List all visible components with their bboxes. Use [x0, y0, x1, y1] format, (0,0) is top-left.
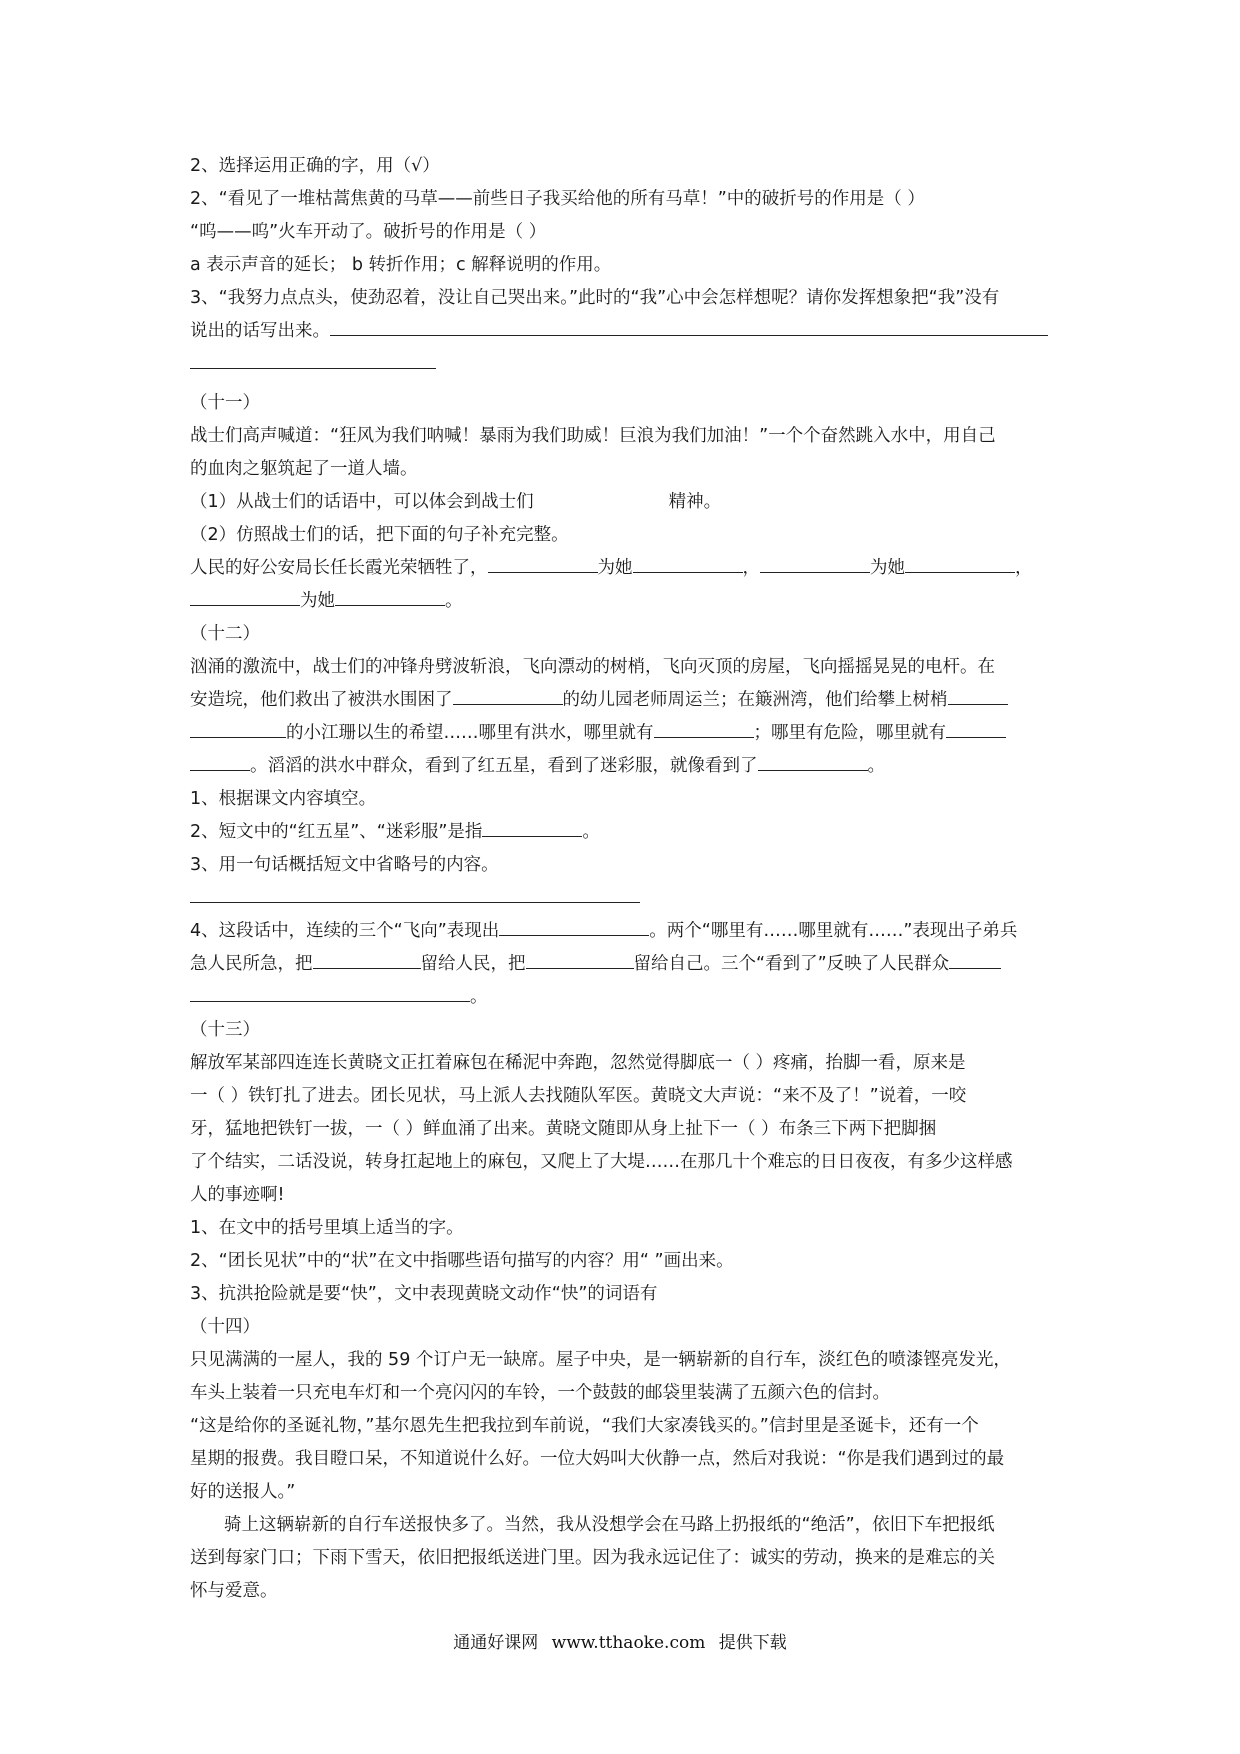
sentence-text: ，: [742, 558, 760, 578]
fill-line: [190, 552, 1060, 585]
question-line: [190, 315, 1060, 348]
answer-line: [190, 981, 1060, 1014]
question-line: “呜——呜”火车开动了。破折号的作用是（ ）: [190, 222, 547, 242]
question-text: 留给自己。三个“看到了”反映了人民群众: [633, 954, 950, 974]
question-line: 2、“看见了一堆枯蒿焦黄的马草——前些日子我买给他的所有马草！”中的破折号的作用是（ ）: [190, 189, 925, 209]
question-text: 留给人民，把: [420, 954, 526, 974]
passage-line: 牙，猛地把铁钉一拔，一（ ）鲜血涌了出来。黄晓文随即从身上扯下一（ ）布条三下两下把脚捆: [190, 1119, 937, 1139]
answer-blank[interactable]: [190, 587, 300, 606]
sentence-text: 为她: [597, 558, 633, 578]
footer-tagline: 提供下载: [718, 1633, 787, 1653]
answer-blank[interactable]: [190, 350, 436, 369]
passage-line: “这是给你的圣诞礼物，”基尔恩先生把我拉到车前说，“我们大家凑钱买的。”信封里是圣诞卡，还有一个: [190, 1416, 979, 1436]
passage-line: [190, 750, 1060, 783]
passage-line: [190, 717, 1060, 750]
answer-blank[interactable]: [499, 917, 649, 936]
passage-line: 怀与爱意。: [190, 1581, 278, 1601]
answer-blank[interactable]: [654, 719, 754, 738]
answer-blank[interactable]: [946, 719, 1006, 738]
question-line: 2、选择运用正确的字，用（√）: [190, 156, 440, 176]
sentence-text: 。: [445, 591, 463, 611]
passage-text: 安造垸，他们救出了被洪水围困了: [190, 690, 453, 710]
passage-text: ；哪里有危险，哪里就有: [753, 723, 946, 743]
answer-blank[interactable]: [330, 317, 1048, 336]
section-title: （十一）: [190, 393, 260, 413]
question-text: 4、这段话中，连续的三个“飞向”表现出: [190, 921, 500, 941]
passage-text: 。: [867, 756, 885, 776]
section-title: （十二）: [190, 624, 260, 644]
question-line: 3、抗洪抢险就是要“快”，文中表现黄晓文动作“快”的词语有: [190, 1284, 658, 1304]
question-text: 精神。: [668, 492, 722, 512]
question-text: 急人民所急，把: [190, 954, 313, 974]
answer-blank[interactable]: [190, 719, 286, 738]
passage-line: 只见满满的一屋人，我的 59 个订户无一缺席。屋子中央，是一辆崭新的自行车，淡红色的喷漆铿亮发光，: [190, 1350, 1011, 1370]
question-text: 说出的话写出来。: [190, 321, 330, 341]
footer-url[interactable]: www.tthaoke.com: [551, 1633, 706, 1653]
passage-line: 好的送报人。”: [190, 1482, 296, 1502]
answer-line: [190, 882, 1060, 915]
question-text: 。: [582, 822, 600, 842]
passage-line: 战士们高声喊道：“狂风为我们呐喊！暴雨为我们助威！巨浪为我们加油！”一个个奋然跳入水中，用自己: [190, 426, 996, 446]
answer-blank[interactable]: [190, 983, 470, 1002]
answer-blank[interactable]: [190, 884, 640, 903]
page-footer: [0, 1628, 1240, 1653]
passage-line: 人的事迹啊!: [190, 1185, 285, 1205]
answer-blank[interactable]: [633, 554, 743, 573]
passage-text: 的小江珊以生的希望……哪里有洪水，哪里就有: [286, 723, 654, 743]
passage-line: [190, 684, 1060, 717]
question-line: 1、在文中的括号里填上适当的字。: [190, 1218, 464, 1238]
answer-blank[interactable]: [948, 686, 1008, 705]
section-title: （十四）: [190, 1317, 260, 1337]
question-line: 2、“团长见状”中的“状”在文中指哪些语句描写的内容？用“ ”画出来。: [190, 1251, 734, 1271]
answer-blank[interactable]: [453, 686, 563, 705]
question-line: 3、用一句话概括短文中省略号的内容。: [190, 855, 499, 875]
question-line: [190, 816, 1060, 849]
question-line: [190, 915, 1060, 948]
answer-options: a 表示声音的延长； b 转折作用；c 解释说明的作用。: [190, 255, 612, 275]
answer-blank[interactable]: [760, 554, 870, 573]
answer-blank[interactable]: [488, 554, 598, 573]
question-text: 2、短文中的“红五星”、“迷彩服”是指: [190, 822, 483, 842]
footer-site-name: 通通好课网: [453, 1633, 539, 1653]
passage-line: 了个结实，二话没说，转身扛起地上的麻包，又爬上了大堤……在那几十个难忘的日日夜夜，有多少这样感: [190, 1152, 1013, 1172]
answer-line: [190, 348, 1060, 381]
question-text: 。: [470, 987, 488, 1007]
passage-line: 星期的报费。我目瞪口呆，不知道说什么好。一位大妈叫大伙静一点，然后对我说：“你是我们遇到过的最: [190, 1449, 1005, 1469]
question-line: [190, 486, 1060, 519]
fill-line: [190, 585, 1060, 618]
sentence-text: 为她: [300, 591, 335, 611]
answer-blank[interactable]: [335, 587, 445, 606]
question-text: 。两个“哪里有……哪里就有……”表现出子弟兵: [649, 921, 1018, 941]
question-line: [190, 948, 1060, 981]
passage-text: 。滔滔的洪水中群众，看到了红五星，看到了迷彩服，就像看到了: [250, 756, 758, 776]
question-text: （1）从战士们的话语中，可以体会到战士们: [190, 492, 534, 512]
answer-blank[interactable]: [313, 950, 421, 969]
question-line: （2）仿照战士们的话，把下面的句子补充完整。: [190, 525, 569, 545]
sentence-text: 人民的好公安局长任长霞光荣牺牲了，: [190, 558, 488, 578]
answer-blank[interactable]: [949, 950, 1001, 969]
passage-line: 解放军某部四连连长黄晓文正扛着麻包在稀泥中奔跑，忽然觉得脚底一（ ）疼痛，抬脚一看，原来是: [190, 1053, 966, 1073]
answer-blank[interactable]: [482, 818, 582, 837]
worksheet-page: [190, 150, 1060, 1608]
passage-line: 一（ ）铁钉扎了进去。团长见状，马上派人去找随队军医。黄晓文大声说：“来不及了！”说着，一咬: [190, 1086, 967, 1106]
answer-blank[interactable]: [526, 950, 634, 969]
section-title: （十三）: [190, 1020, 260, 1040]
passage-line: 骑上这辆崭新的自行车送报快多了。当然，我从没想学会在马路上扔报纸的“绝活”，依旧下车把报纸: [224, 1515, 995, 1535]
sentence-text: 为她: [870, 558, 905, 578]
passage-text: 的幼儿园老师周运兰；在簸洲湾，他们给攀上树梢: [562, 690, 948, 710]
question-line: 3、“我努力点点头，使劲忍着，没让自己哭出来。”此时的“我”心中会怎样想呢？请你发挥想象把“我”没有: [190, 288, 1000, 308]
passage-line: 车头上装着一只充电车灯和一个亮闪闪的车铃，一个鼓鼓的邮袋里装满了五颜六色的信封。: [190, 1383, 890, 1403]
answer-blank[interactable]: [758, 752, 868, 771]
question-line: 1、根据课文内容填空。: [190, 789, 377, 809]
passage-line: 的血肉之躯筑起了一道人墙。: [190, 459, 418, 479]
answer-blank[interactable]: [190, 752, 250, 771]
passage-line: 汹涌的激流中，战士们的冲锋舟劈波斩浪，飞向漂动的树梢，飞向灭顶的房屋，飞向摇摇晃晃的电杆。在: [190, 657, 995, 677]
sentence-text: ，: [1015, 558, 1033, 578]
answer-blank[interactable]: [905, 554, 1015, 573]
passage-line: 送到每家门口；下雨下雪天，依旧把报纸送进门里。因为我永远记住了：诚实的劳动，换来的是难忘的关: [190, 1548, 995, 1568]
